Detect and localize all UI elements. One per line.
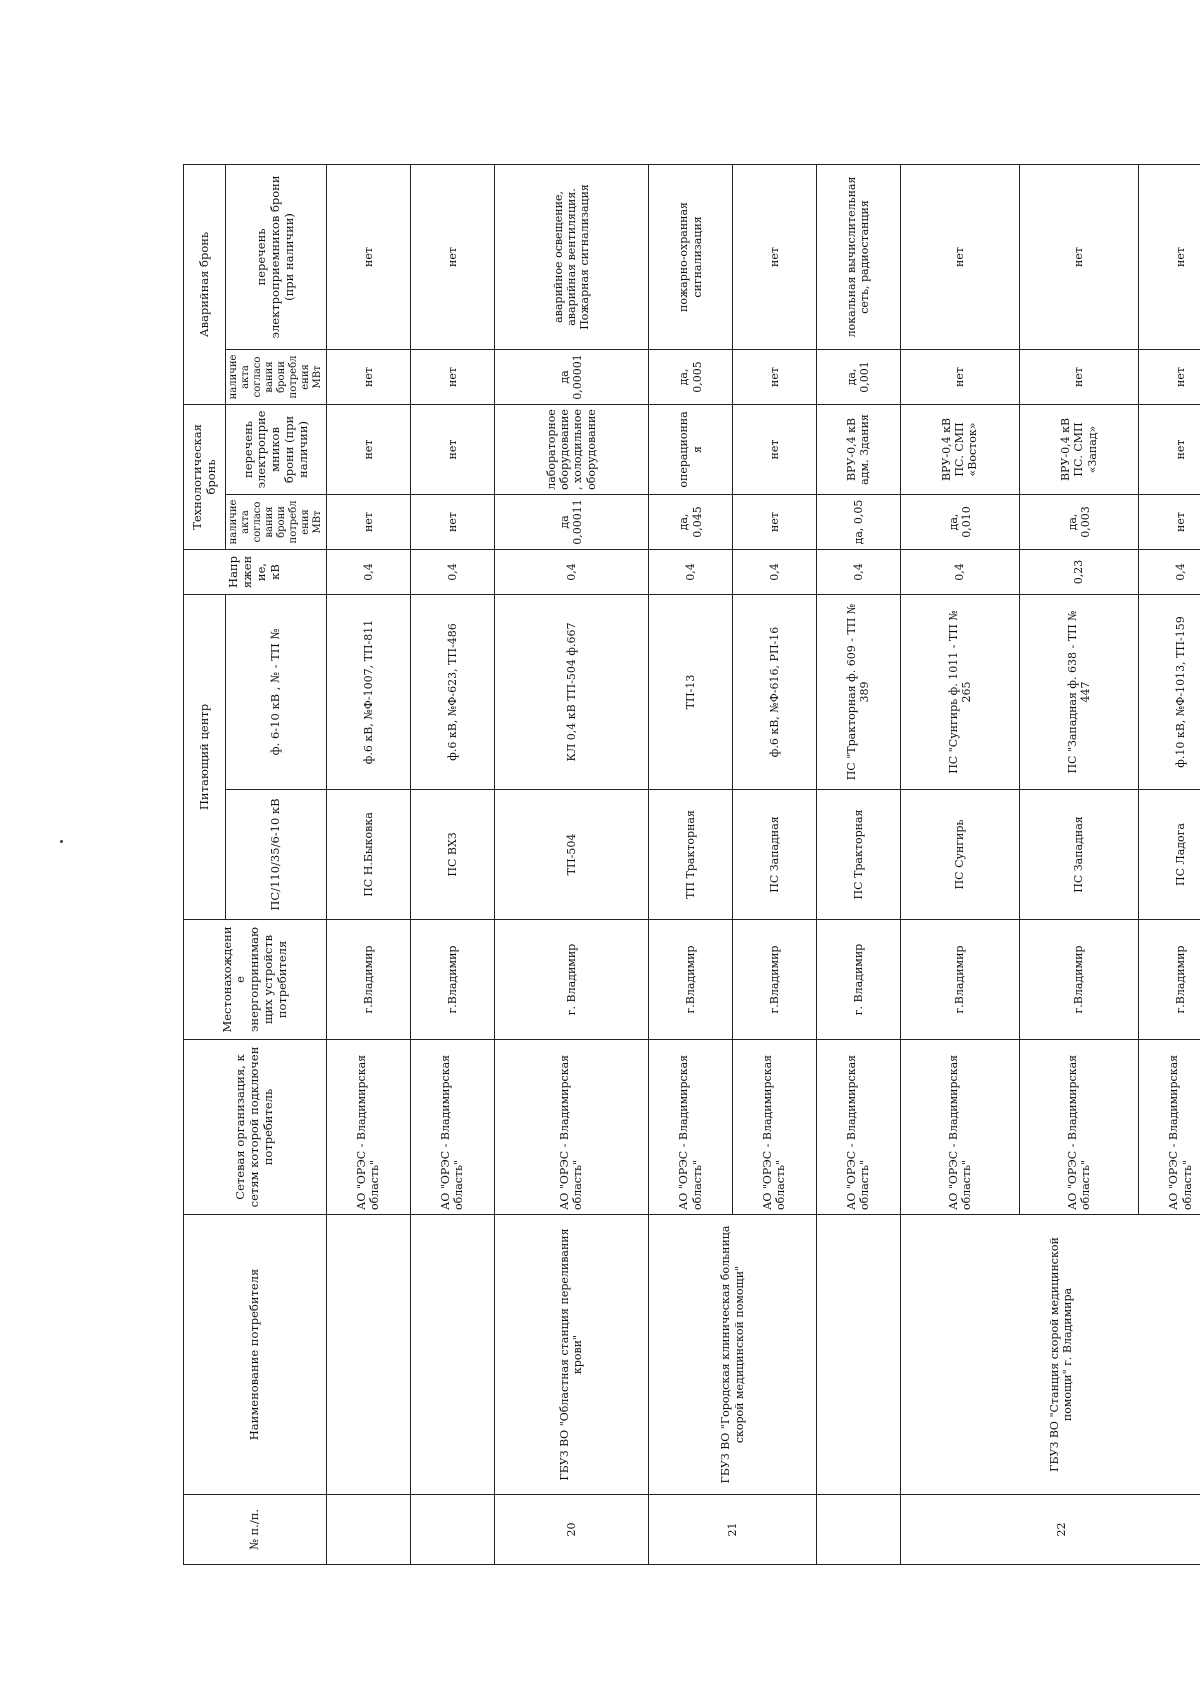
header-ps: ПС/110/35/6-10 кВ: [226, 790, 327, 920]
feeder: ПС "Западная ф. 638 - ТП № 447: [1019, 594, 1138, 789]
feeder: ф.10 кВ, №Ф-1013, ТП-159: [1139, 594, 1200, 789]
header-feeder: ф. 6-10 кВ , № - ТП №: [226, 594, 327, 789]
tech-act: нет: [1139, 494, 1200, 549]
emergency-act: нет: [900, 349, 1019, 404]
header-tech-act: наличие акта согласования брони потребления МВт: [226, 494, 327, 549]
voltage: 0,4: [816, 549, 900, 594]
row-number: 22: [900, 1495, 1200, 1565]
header-supply-center: Питающий центр: [184, 594, 226, 919]
voltage: 0,4: [1139, 549, 1200, 594]
consumer-reserve-table: [183, 164, 1200, 1565]
tech-list: нет: [733, 404, 817, 494]
header-emergency-reserve: Аварийная бронь: [184, 164, 226, 404]
emergency-list: нет: [733, 164, 817, 349]
substation: ПС Тракторная: [816, 790, 900, 920]
grid-org: АО "ОРЭС - Владимирская область": [1019, 1040, 1138, 1215]
emergency-act: да, 0,001: [816, 349, 900, 404]
voltage: 0,4: [410, 549, 494, 594]
emergency-list: нет: [900, 164, 1019, 349]
location: г.Владимир: [1139, 920, 1200, 1040]
tech-list: операционная: [649, 404, 733, 494]
location: г.Владимир: [900, 920, 1019, 1040]
header-emergency-list: перечень электроприемников брони (при наличии): [226, 164, 327, 349]
emergency-act: нет: [1019, 349, 1138, 404]
tech-list: нет: [410, 404, 494, 494]
tech-act: нет: [733, 494, 817, 549]
grid-org: АО "ОРЭС - Владимирская область": [816, 1040, 900, 1215]
feeder: ф.6 кВ, №Ф-623, ТП-486: [410, 594, 494, 789]
grid-org: АО "ОРЭС - Владимирская область": [494, 1040, 648, 1215]
substation: ТП Тракторная: [649, 790, 733, 920]
substation: ПС Западная: [1019, 790, 1138, 920]
feeder: ТП-13: [649, 594, 733, 789]
substation: ПС Ладога: [1139, 790, 1200, 920]
header-tech-reserve: Технологическая бронь: [184, 404, 226, 549]
row-number: 21: [649, 1495, 817, 1565]
location: г.Владимир: [649, 920, 733, 1040]
emergency-act: да 0,00001: [494, 349, 648, 404]
feeder: ПС "Тракторная ф. 609 - ТП № 389: [816, 594, 900, 789]
grid-org: АО "ОРЭС - Владимирская область": [733, 1040, 817, 1215]
voltage: 0,4: [900, 549, 1019, 594]
consumer-name: ГБУЗ ВО "Станция скорой медицинской помощи" г. Владимира: [900, 1215, 1200, 1495]
consumer-name: [327, 1215, 411, 1495]
substation: ПС Западная: [733, 790, 817, 920]
location: г.Владимир: [733, 920, 817, 1040]
location: г.Владимир: [1019, 920, 1138, 1040]
table-row: [494, 164, 648, 1564]
tech-act: да 0,00011: [494, 494, 648, 549]
consumer-name: [816, 1215, 900, 1495]
grid-org: АО "ОРЭС - Владимирская область": [410, 1040, 494, 1215]
location: г. Владимир: [816, 920, 900, 1040]
emergency-list: нет: [327, 164, 411, 349]
emergency-list: пожарно-охранная сигнализация: [649, 164, 733, 349]
tech-list: нет: [1139, 404, 1200, 494]
emergency-act: нет: [733, 349, 817, 404]
header-location: Местонахождение энергопринимающих устройств потребителя: [184, 920, 327, 1040]
header-num: № п./п.: [184, 1495, 327, 1565]
table-row: [327, 164, 411, 1564]
voltage: 0,4: [327, 549, 411, 594]
tech-act: да, 0,05: [816, 494, 900, 549]
tech-list: ВРУ-0,4 кВ ПС. СМП «Запад»: [1019, 404, 1138, 494]
emergency-act: нет: [410, 349, 494, 404]
header-voltage: Напряжение, кВ: [184, 549, 327, 594]
voltage: 0,23: [1019, 549, 1138, 594]
rotated-document-sheet: [183, 175, 1200, 1565]
emergency-list: нет: [410, 164, 494, 349]
grid-org: АО "ОРЭС - Владимирская область": [327, 1040, 411, 1215]
scan-speck: [60, 840, 63, 843]
tech-act: да, 0,045: [649, 494, 733, 549]
feeder: ф.6 кВ, №Ф-1007, ТП-811: [327, 594, 411, 789]
tech-act: нет: [410, 494, 494, 549]
voltage: 0,4: [494, 549, 648, 594]
tech-list: лабораторное оборудование, холодильное оборудование: [494, 404, 648, 494]
tech-act: да, 0,010: [900, 494, 1019, 549]
feeder: ф.6 кВ, №Ф-616, РП-16: [733, 594, 817, 789]
table-row: [649, 164, 733, 1564]
table-row: [410, 164, 494, 1564]
feeder: КЛ 0,4 кВ ТП-504 ф.667: [494, 594, 648, 789]
consumer-name: [410, 1215, 494, 1495]
grid-org: АО "ОРЭС - Владимирская область": [900, 1040, 1019, 1215]
location: г. Владимир: [494, 920, 648, 1040]
emergency-act: да, 0,005: [649, 349, 733, 404]
emergency-list: локальная вычислительная сеть, радиостанция: [816, 164, 900, 349]
header-tech-list: перечень электроприемников брони (при наличии): [226, 404, 327, 494]
grid-org: АО "ОРЭС - Владимирская область": [1139, 1040, 1200, 1215]
substation: ПС Н.Быковка: [327, 790, 411, 920]
table-row: [816, 164, 900, 1564]
substation: ПС ВХЗ: [410, 790, 494, 920]
emergency-act: нет: [327, 349, 411, 404]
tech-list: ВРУ-0,4 кВ ПС. СМП «Восток»: [900, 404, 1019, 494]
header-emergency-act: наличие акта согласования брони потребления МВт: [226, 349, 327, 404]
row-number: [816, 1495, 900, 1565]
emergency-list: нет: [1139, 164, 1200, 349]
emergency-list: аварийное освещение, аварийная вентиляция. Пожарная сигнализация: [494, 164, 648, 349]
substation: ТП-504: [494, 790, 648, 920]
table-row: [900, 164, 1019, 1564]
consumer-name: ГБУЗ ВО "Городская клиническая больница скорой медицинской помощи": [649, 1215, 817, 1495]
row-number: [410, 1495, 494, 1565]
row-number: 20: [494, 1495, 648, 1565]
voltage: 0,4: [733, 549, 817, 594]
substation: ПС Сунгирь: [900, 790, 1019, 920]
row-number: [327, 1495, 411, 1565]
tech-list: ВРУ-0,4 кВ адм. Здания: [816, 404, 900, 494]
tech-list: нет: [327, 404, 411, 494]
header-consumer: Наименование потребителя: [184, 1215, 327, 1495]
feeder: ПС "Сунгирь ф. 1011 - ТП № 265: [900, 594, 1019, 789]
emergency-list: нет: [1019, 164, 1138, 349]
header-grid-org: Сетевая организация, к сетям которой подключен потребитель: [184, 1040, 327, 1215]
voltage: 0,4: [649, 549, 733, 594]
location: г.Владимир: [410, 920, 494, 1040]
tech-act: да, 0,003: [1019, 494, 1138, 549]
grid-org: АО "ОРЭС - Владимирская область": [649, 1040, 733, 1215]
emergency-act: нет: [1139, 349, 1200, 404]
tech-act: нет: [327, 494, 411, 549]
location: г.Владимир: [327, 920, 411, 1040]
consumer-name: ГБУЗ ВО "Областная станция переливания крови": [494, 1215, 648, 1495]
